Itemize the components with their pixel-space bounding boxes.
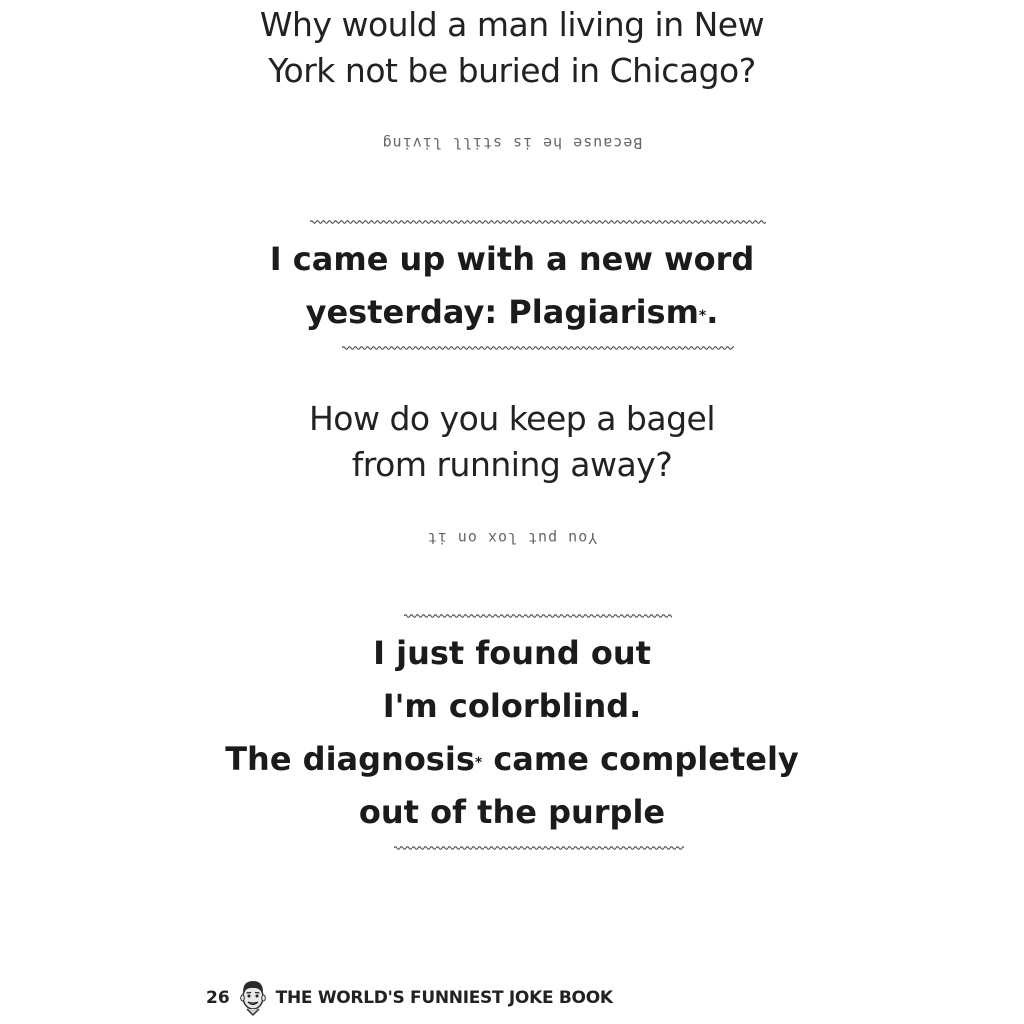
joke-2-line-1: I came up with a new word — [269, 240, 755, 278]
divider-wavy — [404, 612, 672, 620]
divider-wavy — [394, 844, 684, 852]
joke-2 — [0, 233, 1024, 339]
joke-3-answer: You put lox on it — [426, 529, 598, 547]
joke-1-question-line-2: York not be buried in Chicago? — [268, 51, 756, 90]
divider-wavy — [310, 218, 766, 226]
footnote-mark: * — [474, 755, 483, 771]
joke-4-line-3-suffix: came completely — [482, 740, 799, 778]
divider-wavy — [342, 344, 734, 352]
joke-1-question — [0, 2, 1024, 94]
joke-4 — [0, 627, 1024, 839]
joke-2-line-2-suffix: . — [706, 293, 719, 331]
wavy-line-icon — [310, 218, 766, 226]
joke-4-line-1: I just found out — [373, 634, 651, 672]
joke-3-answer-wrap — [0, 529, 1024, 547]
joke-4-line-3 — [0, 733, 1024, 786]
footnote-mark: * — [698, 308, 707, 324]
page-footer — [206, 978, 613, 1018]
wavy-line-icon — [404, 612, 672, 620]
joke-4-line-4: out of the purple — [358, 793, 666, 831]
joke-4-line-2: I'm colorblind. — [382, 687, 642, 725]
joke-4-line-3-text: The diagnosis — [225, 740, 475, 778]
joke-3-question — [0, 396, 1024, 488]
joke-1-answer-wrap — [0, 134, 1024, 152]
joke-1-question-line-1: Why would a man living in New — [259, 5, 765, 44]
joke-2-line-2 — [0, 286, 1024, 339]
joke-3-question-line-2: from running away? — [351, 445, 673, 484]
book-title: THE WORLD'S FUNNIEST JOKE BOOK — [275, 988, 613, 1008]
joke-2-line-2-text: yesterday: Plagiarism — [305, 293, 699, 331]
page-number: 26 — [206, 988, 230, 1008]
wavy-line-icon — [394, 844, 684, 852]
joke-3-question-line-1: How do you keep a bagel — [308, 399, 715, 438]
joke-1-answer: Because he is still living — [381, 134, 643, 152]
wavy-line-icon — [342, 344, 734, 352]
cartoon-face-icon — [238, 978, 268, 1018]
